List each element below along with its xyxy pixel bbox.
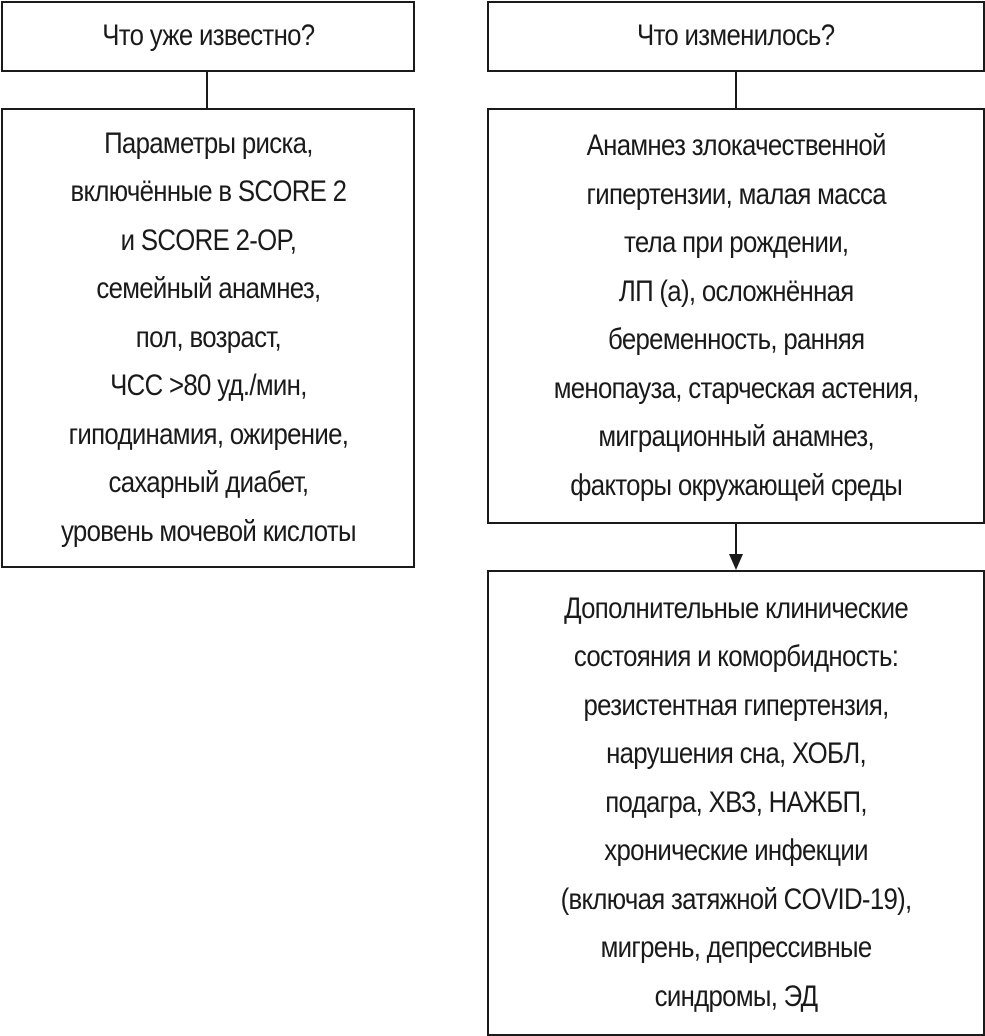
arrow-down-icon — [729, 554, 743, 570]
known-line: сахарный диабет, — [108, 466, 308, 500]
known-line: включённые в SCORE 2 — [70, 175, 346, 209]
known-line: уровень мочевой кислоты — [60, 514, 356, 548]
additional-line: нарушения сна, ХОБЛ, — [606, 737, 866, 771]
known-title-box — [1, 1, 415, 72]
additional-line: Дополнительные клинические — [564, 591, 908, 625]
changed-title-box — [487, 1, 985, 72]
additional-line: (включая затяжной COVID-19), — [560, 882, 912, 916]
additional-line: хронические инфекции — [604, 834, 868, 868]
changed-line: факторы окружающей среды — [570, 468, 902, 502]
changed-line: беременность, ранняя — [607, 323, 865, 356]
additional-line: мигрень, депрессивные — [600, 931, 872, 965]
changed-line: Анамнез злокачественной — [586, 129, 886, 162]
known-connector-line — [206, 72, 208, 108]
changed-line: ЛП (а), осложнённая — [618, 274, 854, 308]
additional-line: синдромы, ЭД — [654, 979, 818, 1013]
known-risk-factors-text — [61, 120, 356, 557]
arrow-shaft — [735, 524, 737, 556]
changed-connector-line — [735, 72, 737, 108]
changed-line: менопауза, старческая астения, — [553, 371, 919, 405]
known-line: и SCORE 2-OP, — [120, 223, 296, 257]
changed-line: миграционный анамнез, — [598, 420, 874, 453]
known-risk-factors-box — [1, 108, 415, 568]
additional-conditions-box — [487, 570, 985, 1036]
additional-line: состояния и коморбидность: — [573, 640, 899, 674]
known-title: Что уже известно? — [101, 19, 315, 53]
known-line: семейный анамнез, — [95, 272, 321, 306]
changed-risk-factors-text — [553, 122, 918, 510]
changed-line: гипертензии, малая масса — [586, 177, 886, 211]
known-line: пол, возраст, — [135, 320, 281, 354]
known-line: Параметры риска, — [103, 126, 313, 160]
changed-title: Что изменилось? — [637, 19, 835, 53]
known-line: гиподинамия, ожирение, — [68, 417, 348, 451]
changed-line: тела при рождении, — [623, 226, 849, 259]
additional-line: резистентная гипертензия, — [583, 688, 889, 722]
additional-conditions-text — [561, 585, 912, 1022]
additional-line: подагра, ХВЗ, НАЖБП, — [605, 785, 867, 819]
changed-risk-factors-box — [487, 108, 985, 524]
known-line: ЧСС >80 уд./мин, — [109, 369, 307, 403]
